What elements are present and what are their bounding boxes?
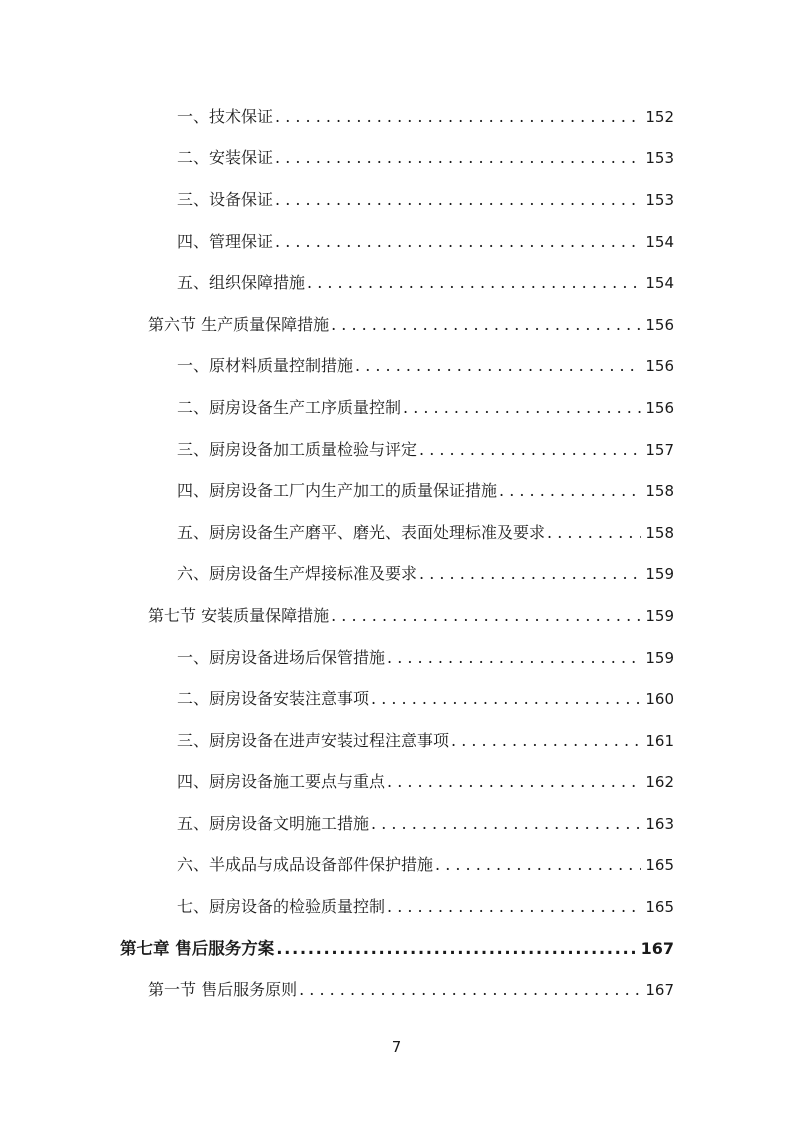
toc-entry-item[interactable] xyxy=(0,720,793,762)
toc-entry-item[interactable] xyxy=(0,387,793,429)
toc-entry-section[interactable] xyxy=(0,969,793,1011)
toc-entry-item[interactable] xyxy=(0,96,793,138)
toc-entry-section[interactable] xyxy=(0,595,793,637)
toc-entry-item[interactable] xyxy=(0,886,793,928)
toc-dot-leader xyxy=(307,273,641,293)
toc-entry-item[interactable] xyxy=(0,221,793,263)
toc-entry-item[interactable] xyxy=(0,678,793,720)
toc-dot-leader xyxy=(275,190,641,210)
toc-entry-title: 二、厨房设备生产工序质量控制 xyxy=(177,397,402,417)
toc-entry-title: 二、厨房设备安装注意事项 xyxy=(177,689,370,709)
toc-entry-title: 三、厨房设备在进声安装过程注意事项 xyxy=(177,730,450,750)
toc-entry-title: 六、厨房设备生产焊接标准及要求 xyxy=(177,564,418,584)
toc-entry-title: 一、技术保证 xyxy=(177,106,274,126)
toc-entry-page-number: 162 xyxy=(645,773,674,792)
toc-entry-title: 五、厨房设备生产磨平、磨光、表面处理标准及要求 xyxy=(177,522,546,542)
toc-entry-title: 四、厨房设备工厂内生产加工的质量保证措施 xyxy=(177,481,498,501)
toc-entry-item[interactable] xyxy=(0,762,793,804)
toc-dot-leader xyxy=(331,606,641,626)
toc-entry-page-number: 156 xyxy=(645,357,674,376)
toc-entry-page-number: 154 xyxy=(645,274,674,293)
toc-entry-page-number: 165 xyxy=(645,898,674,917)
toc-entry-page-number: 154 xyxy=(645,232,674,251)
toc-entry-title: 第七节 安装质量保障措施 xyxy=(148,605,330,625)
toc-dot-leader xyxy=(276,939,636,959)
toc-entry-title: 三、厨房设备加工质量检验与评定 xyxy=(177,439,418,459)
toc-entry-item[interactable] xyxy=(0,554,793,596)
toc-entry-page-number: 158 xyxy=(645,523,674,542)
toc-entry-page-number: 159 xyxy=(645,565,674,584)
toc-dot-leader xyxy=(419,564,641,584)
page-number: 7 xyxy=(391,1038,402,1056)
toc-entry-section[interactable] xyxy=(0,304,793,346)
toc-dot-leader xyxy=(275,107,641,127)
toc-dot-leader xyxy=(403,398,641,418)
toc-entry-title: 四、厨房设备施工要点与重点 xyxy=(177,772,386,792)
toc-entry-title: 一、厨房设备进场后保管措施 xyxy=(177,647,386,667)
toc-entry-page-number: 157 xyxy=(645,440,674,459)
toc-dot-leader xyxy=(275,232,641,252)
toc-entry-title: 七、厨房设备的检验质量控制 xyxy=(177,897,386,917)
toc-dot-leader xyxy=(371,689,641,709)
toc-dot-leader xyxy=(387,648,641,668)
toc-entry-title: 五、组织保障措施 xyxy=(177,273,306,293)
toc-entry-title: 第一节 售后服务原则 xyxy=(148,980,298,1000)
toc-dot-leader xyxy=(419,440,641,460)
toc-entry-item[interactable] xyxy=(0,346,793,388)
toc-entry-item[interactable] xyxy=(0,262,793,304)
toc-dot-leader xyxy=(435,855,641,875)
toc-entry-page-number: 152 xyxy=(645,107,674,126)
toc-entry-page-number: 153 xyxy=(645,190,674,209)
toc-entry-page-number: 159 xyxy=(645,606,674,625)
toc-dot-leader xyxy=(355,356,641,376)
table-of-contents xyxy=(0,96,793,1011)
toc-dot-leader xyxy=(387,772,641,792)
toc-entry-item[interactable] xyxy=(0,138,793,180)
toc-dot-leader xyxy=(299,980,641,1000)
toc-dot-leader xyxy=(499,481,641,501)
toc-entry-title: 六、半成品与成品设备部件保护措施 xyxy=(177,855,434,875)
toc-entry-page-number: 156 xyxy=(645,315,674,334)
toc-entry-page-number: 159 xyxy=(645,648,674,667)
toc-entry-page-number: 156 xyxy=(645,398,674,417)
toc-entry-title: 三、设备保证 xyxy=(177,189,274,209)
toc-entry-page-number: 163 xyxy=(645,814,674,833)
toc-entry-title: 一、原材料质量控制措施 xyxy=(177,356,354,376)
toc-entry-item[interactable] xyxy=(0,429,793,471)
toc-entry-title: 第七章 售后服务方案 xyxy=(120,938,275,958)
toc-entry-item[interactable] xyxy=(0,845,793,887)
toc-entry-page-number: 167 xyxy=(645,981,674,1000)
toc-entry-item[interactable] xyxy=(0,512,793,554)
toc-entry-title: 五、厨房设备文明施工措施 xyxy=(177,813,370,833)
toc-entry-item[interactable] xyxy=(0,470,793,512)
toc-entry-title: 二、安装保证 xyxy=(177,148,274,168)
toc-dot-leader xyxy=(547,523,641,543)
toc-entry-page-number: 158 xyxy=(645,482,674,501)
toc-entry-chapter[interactable] xyxy=(0,928,793,970)
toc-dot-leader xyxy=(331,315,641,335)
toc-entry-item[interactable] xyxy=(0,179,793,221)
toc-entry-page-number: 160 xyxy=(645,690,674,709)
toc-entry-page-number: 161 xyxy=(645,731,674,750)
toc-dot-leader xyxy=(451,731,641,751)
toc-entry-item[interactable] xyxy=(0,637,793,679)
toc-dot-leader xyxy=(387,897,641,917)
toc-dot-leader xyxy=(371,814,641,834)
toc-entry-page-number: 165 xyxy=(645,856,674,875)
toc-entry-page-number: 153 xyxy=(645,149,674,168)
toc-entry-page-number: 167 xyxy=(640,938,674,958)
toc-entry-title: 四、管理保证 xyxy=(177,231,274,251)
toc-entry-title: 第六节 生产质量保障措施 xyxy=(148,314,330,334)
toc-dot-leader xyxy=(275,148,641,168)
toc-entry-item[interactable] xyxy=(0,803,793,845)
